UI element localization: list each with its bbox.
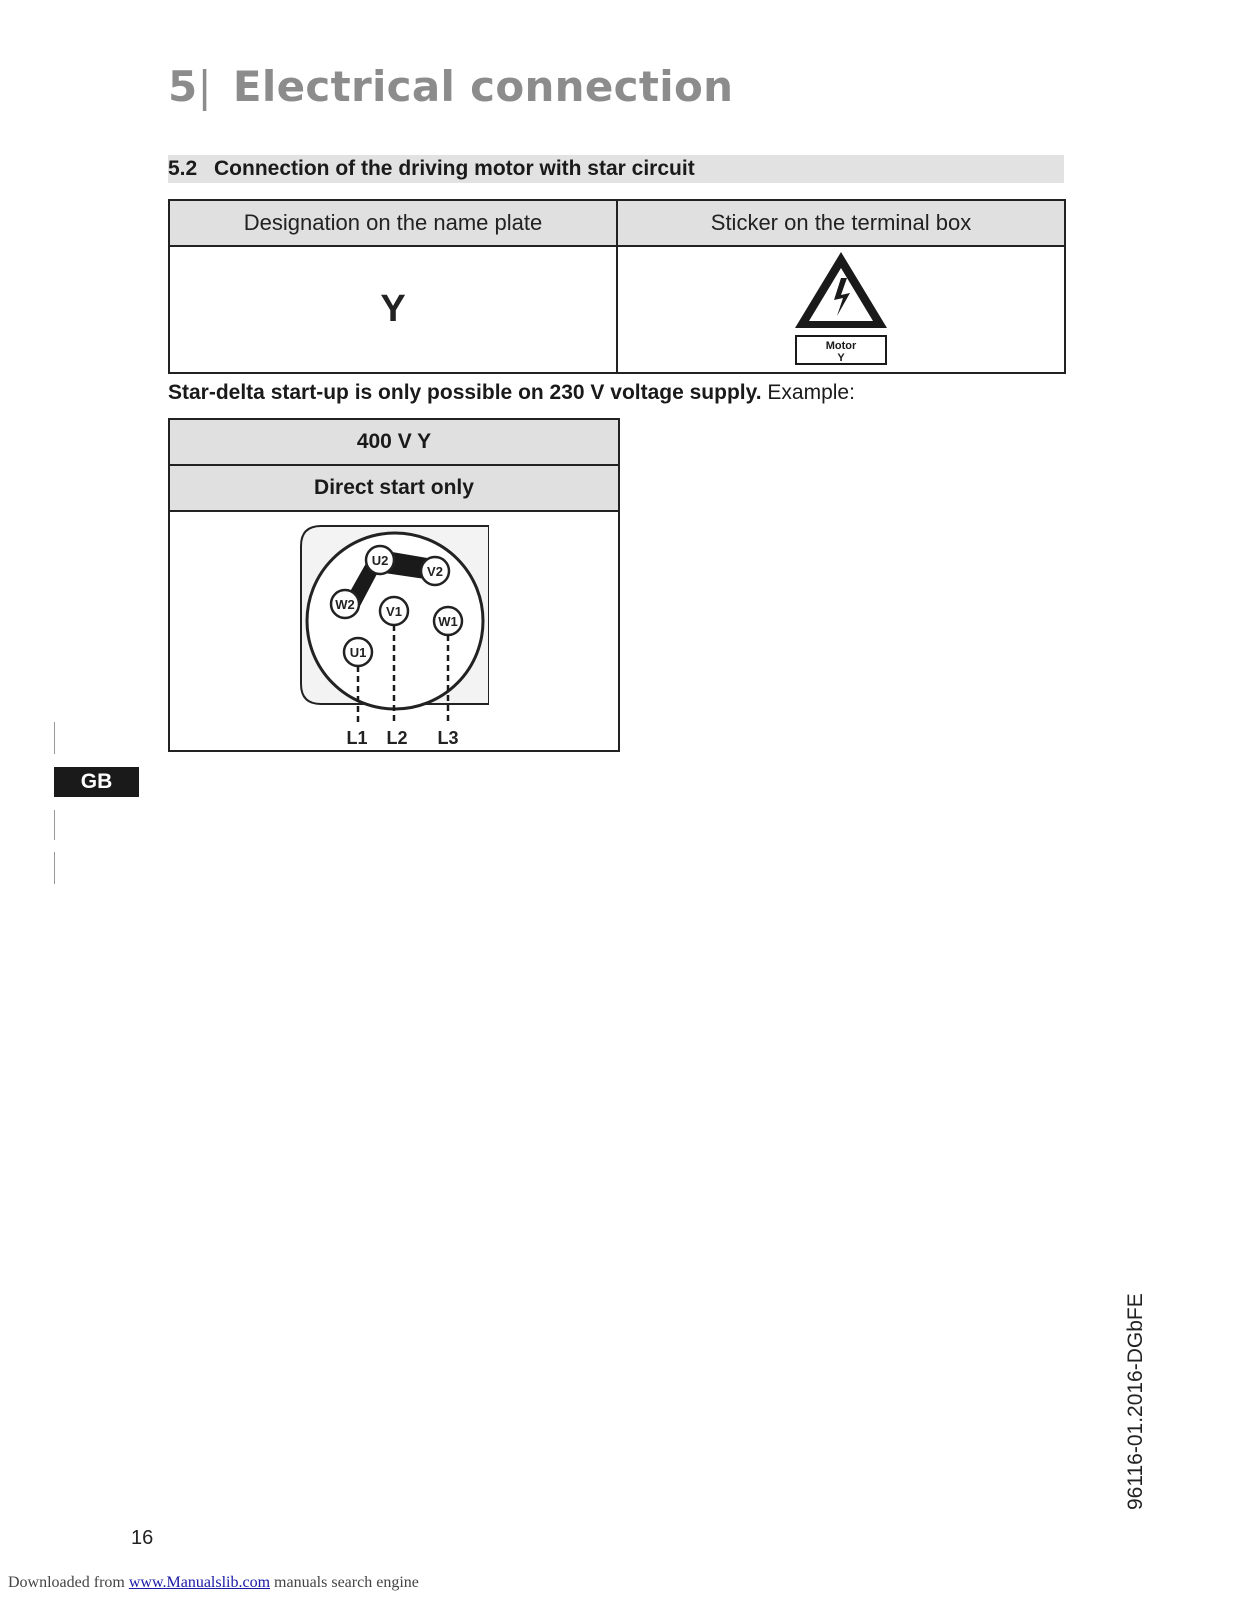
sticker-motor-text: Motor: [825, 340, 857, 352]
chapter-number: 5: [168, 62, 198, 111]
voltage-note: [168, 381, 855, 405]
line-l2-label: L2: [386, 728, 408, 748]
warning-sticker: [791, 248, 891, 366]
voltage-header: 400 V Y: [169, 419, 619, 465]
voltage-note-bold: Star-delta start-up is only possible on 230 V voltage supply.: [168, 381, 762, 404]
nameplate-table: [168, 199, 1066, 374]
header-designation: Designation on the name plate: [169, 200, 617, 246]
voltage-note-example: Example:: [761, 381, 855, 404]
chapter-title: [168, 62, 733, 111]
side-marker-line-top: [54, 722, 55, 754]
wiring-table: [168, 418, 620, 752]
side-marker-line-bottom: [54, 852, 55, 884]
footer-suffix: manuals search engine: [270, 1574, 419, 1591]
terminal-u2-label: U2: [371, 553, 389, 568]
section-number: 5.2: [168, 157, 198, 180]
language-tab: GB: [54, 767, 139, 797]
side-marker-line-mid: [54, 810, 55, 840]
sticker-cell: [617, 246, 1065, 373]
download-footer: [8, 1574, 419, 1592]
document-code: 96116-01.2016-DGbFE: [1124, 1293, 1147, 1510]
page-number: 16: [131, 1527, 154, 1549]
section-title: Connection of the driving motor with star circuit: [214, 157, 695, 180]
line-l3-label: L3: [437, 728, 459, 748]
header-sticker: Sticker on the terminal box: [617, 200, 1065, 246]
terminal-w2-label: W2: [335, 597, 355, 612]
line-l1-label: L1: [346, 728, 368, 748]
section-heading: [168, 155, 1064, 183]
footer-prefix: Downloaded from: [8, 1574, 129, 1591]
chapter-separator: |: [197, 62, 212, 111]
terminal-v1-label: V1: [386, 604, 402, 619]
terminal-v2-label: V2: [427, 564, 443, 579]
designation-symbol: Y: [380, 288, 406, 330]
wiring-diagram-cell: [169, 511, 619, 751]
star-wiring-diagram: [299, 524, 489, 750]
terminal-u1-label: U1: [349, 645, 367, 660]
terminal-w1-label: W1: [438, 614, 458, 629]
sticker-y-text: Y: [837, 352, 845, 364]
start-mode-header: Direct start only: [169, 465, 619, 511]
designation-cell: [169, 246, 617, 373]
manualslib-link[interactable]: www.Manualslib.com: [128, 1574, 271, 1591]
chapter-title-text: Electrical connection: [232, 62, 734, 111]
